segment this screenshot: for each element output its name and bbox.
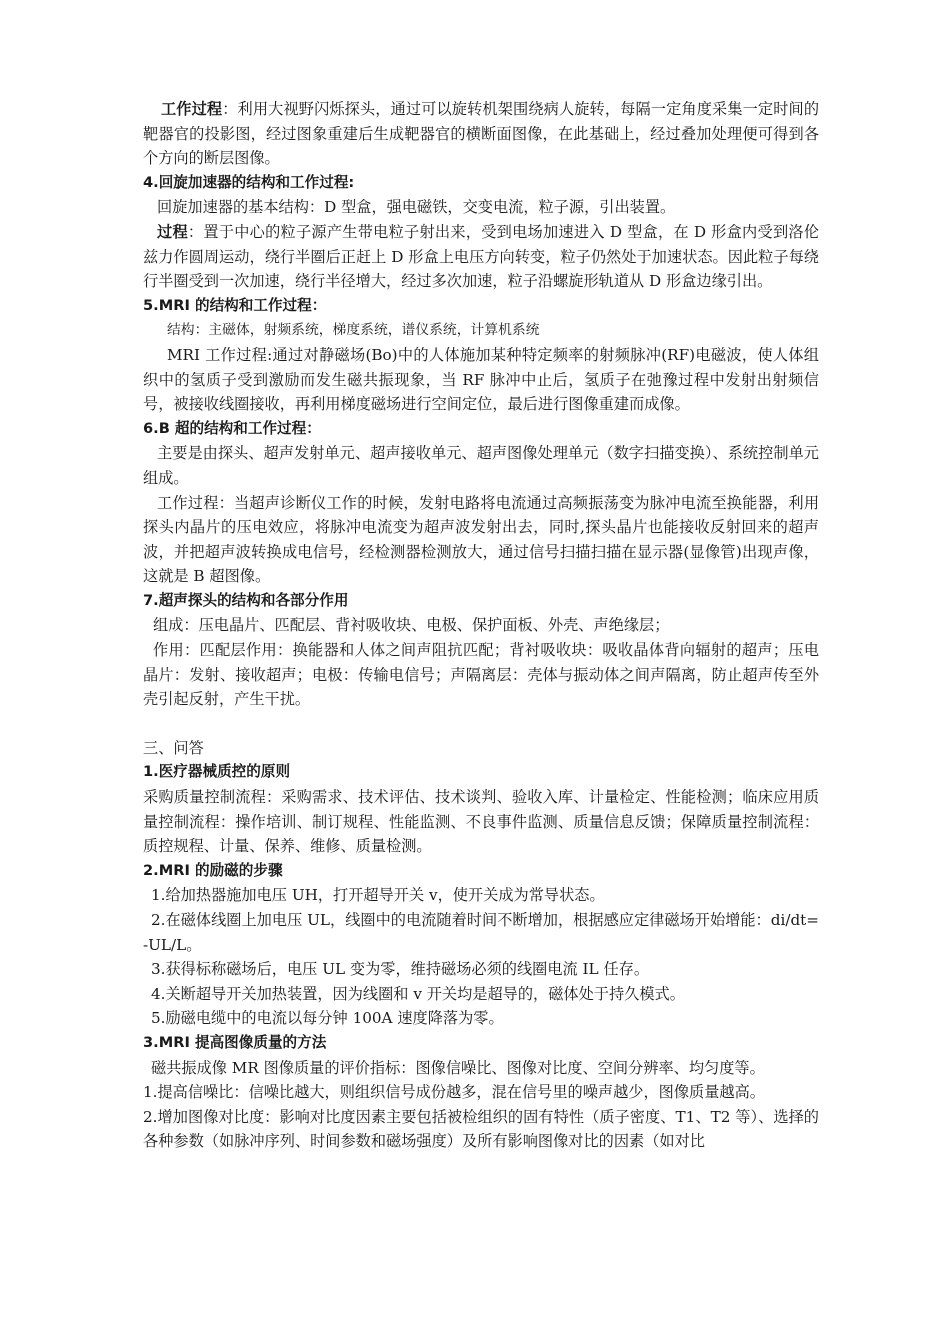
paragraph-quality-metrics: 磁共振成像 MR 图像质量的评价指标：图像信噪比、图像对比度、空间分辨率、均匀度等。 xyxy=(151,1058,765,1077)
paragraph-probe-functions: 作用：匹配层作用：换能器和人体之间声阻抗匹配；背衬吸收块：吸收晶体背向辐射的超声；压电晶片：发射、接收超声；电极：传输电信号；声隔离层：壳体与振动体之间声隔离，防止超声传至外壳引起反射，产生干扰。 xyxy=(143,641,819,709)
paragraph-probe-components: 组成：压电晶片、匹配层、背衬吸收块、电极、保护面板、外壳、声绝缘层； xyxy=(153,616,670,635)
list-item: 2.在磁体线圈上加电压 UL，线圈中的电流随着时间不断增加，根据感应定律磁场开始增能：di/dt=-UL/L。 xyxy=(143,911,819,954)
list-item: 1.提高信噪比：信噪比越大，则组织信号成份越多，混在信号里的噪声越少，图像质量越高。 xyxy=(143,1083,765,1102)
paragraph-mri-structure: 结构：主磁体，射频系统，梯度系统，谱仪系统，计算机系统 xyxy=(167,322,540,339)
list-item: 1.给加热器施加电压 UH，打开超导开关 v，使开关成为常导状态。 xyxy=(151,886,605,905)
list-item: 3.获得标称磁场后，电压 UL 变为零，维持磁场必须的线圈电流 IL 任存。 xyxy=(151,960,650,979)
heading-mri-excitation: 2.MRI 的励磁的步骤 xyxy=(143,861,283,879)
document-body xyxy=(143,97,819,1154)
section-title-qa: 三、问答 xyxy=(143,738,204,757)
heading-bultrasound: 6.B 超的结构和工作过程： xyxy=(143,419,321,437)
heading-mri-image-quality: 3.MRI 提高图像质量的方法 xyxy=(143,1033,327,1051)
paragraph-bultrasound-process: 工作过程：当超声诊断仪工作的时候，发射电路将电流通过高频振荡变为脉冲电流至换能器，利用探头内晶片的压电效应，将脉冲电流变为超声波发射出去，同时,探头晶片也能接收反射回来的超声波，并把超声波转换成电信号，经检测器检测放大，通过信号扫描扫描在显示器(显像管)出现声像，这就是 B 超图像。 xyxy=(143,493,819,586)
heading-cyclotron: 4.回旋加速器的结构和工作过程: xyxy=(143,173,355,191)
heading-mri: 5.MRI 的结构和工作过程： xyxy=(143,296,327,314)
heading-qc-principles: 1.医疗器械质控的原则 xyxy=(143,763,291,781)
heading-probe: 7.超声探头的结构和各部分作用 xyxy=(143,591,349,609)
list-item: 4.关断超导开关加热装置，因为线圈和 v 开关均是超导的，磁体处于持久模式。 xyxy=(151,984,685,1003)
spacer xyxy=(143,712,819,736)
paragraph-bultrasound-structure: 主要是由探头、超声发射单元、超声接收单元、超声图像处理单元（数字扫描变换）、系统控制单元组成。 xyxy=(143,444,819,487)
bold-lead: 工作过程 xyxy=(161,100,223,118)
list-item: 2.增加图像对比度：影响对比度因素主要包括被检组织的固有特性（质子密度、T1、T2 等）、选择的各种参数（如脉冲序列、时间参数和磁场强度）及所有影响图像对比的因素（如对比 xyxy=(143,1107,819,1151)
paragraph-mri-process: MRI 工作过程:通过对静磁场(Bo)中的人体施加某种特定频率的射频脉冲(RF)电磁波，使人体组织中的氢质子受到激励而发生磁共振现象，当 RF 脉冲中止后，氢质子在弛豫过程中发射出射频信号，被接收线圈接收，再利用梯度磁场进行空间定位，最后进行图像重建而成像。 xyxy=(143,345,819,414)
paragraph-qc-principles: 采购质量控制流程：采购需求、技术评估、技术谈判、验收入库、计量检定、性能检测；临床应用质量控制流程：操作培训、制订规程、性能监测、不良事件监测、质量信息反馈；保障质量控制流程：质控规程、计量、保养、维修、质量检测。 xyxy=(143,788,819,856)
paragraph-cyclotron-process: 过程：置于中心的粒子源产生带电粒子射出来，受到电场加速进入 D 型盒，在 D 形盒内受到洛伦兹力作圆周运动，绕行半圈后正赶上 D 形盒上电压方向转变，粒子仍然处于加速状态。因此粒子每绕行半圈受到一次加速，绕行半径增大，经过多次加速，粒子沿螺旋形轨道从 D 形盒边缘引出。 xyxy=(143,222,820,291)
paragraph-cyclotron-structure: 回旋加速器的基本结构：D 型盒，强电磁铁，交变电流，粒子源，引出装置。 xyxy=(157,198,676,217)
bold-lead: 过程 xyxy=(157,222,188,241)
paragraph-pet-process: 工作过程：利用大视野闪烁探头，通过可以旋转机架围绕病人旋转，每隔一定角度采集一定时间的靶器官的投影图，经过图象重建后生成靶器官的横断面图像，在此基础上，经过叠加处理便可得到各个方向的断层图像。 xyxy=(143,100,820,168)
list-item: 5.励磁电缆中的电流以每分钟 100A 速度降落为零。 xyxy=(151,1009,504,1028)
